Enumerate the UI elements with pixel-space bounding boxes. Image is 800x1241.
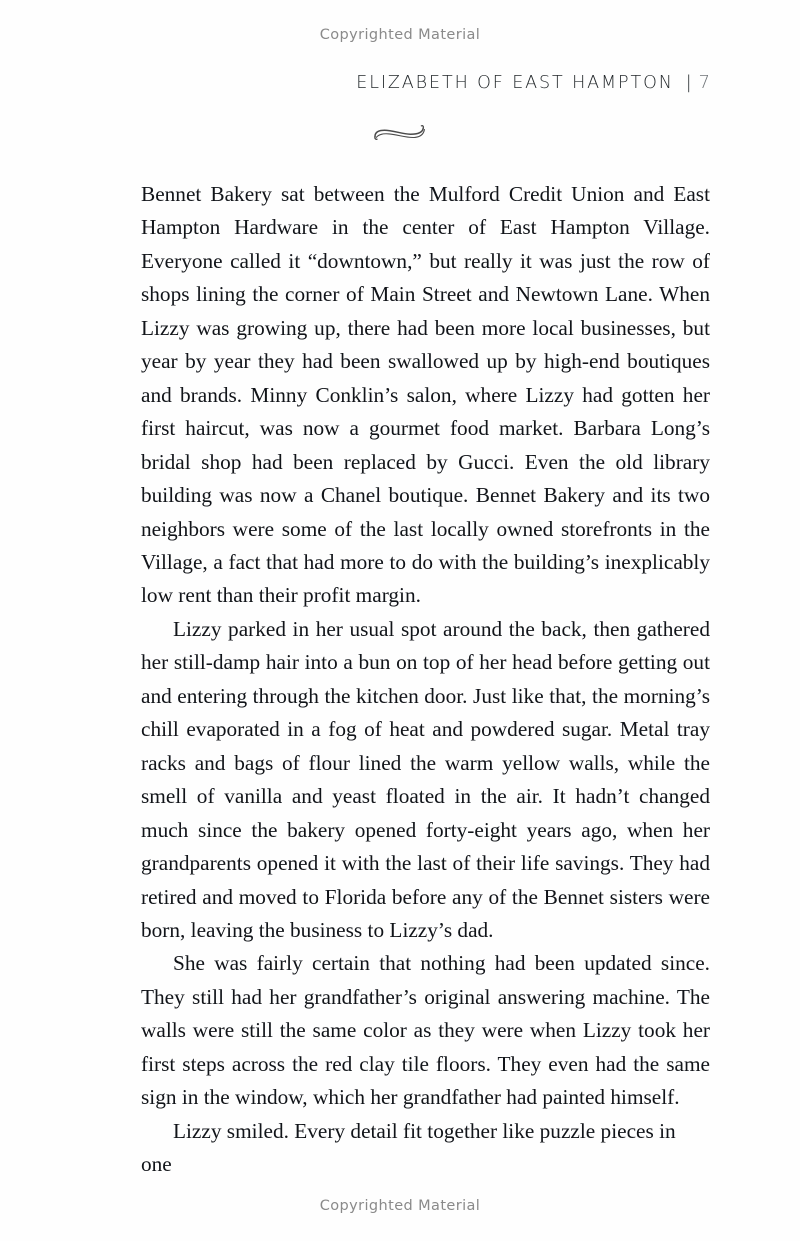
- copyright-watermark-top: Copyrighted Material: [319, 27, 481, 43]
- running-head-title: ELIZABETH OF EAST HAMPTON: [356, 73, 674, 93]
- section-ornament: [0, 118, 800, 144]
- page-number: 7: [698, 72, 710, 93]
- paragraph: Bennet Bakery sat between the Mulford Credit Union and East Hampton Hardware in the center of East Hampton Village. Everyone called it “downtown,” but really it was just the row of shops lining the corner of Main Street and Newtown Lane. When Lizzy was growing up, there had been more local businesses, but year by year they had been swallowed up by high-end boutiques and brands. Minny Conklin’s salon, where Lizzy had gotten her first haircut, was now a gourmet food market. Barbara Long’s bridal shop had been replaced by Gucci. Even the old library building was now a Chanel boutique. Bennet Bakery and its two neighbors were some of the last locally owned storefronts in the Village, a fact that had more to do with the building’s inexplicably low rent than their profit margin.: [141, 182, 710, 608]
- copyright-watermark-bottom: Copyrighted Material: [319, 1198, 481, 1214]
- running-head: [0, 72, 800, 93]
- running-head-separator: |: [685, 73, 694, 93]
- body-text-block: [141, 178, 710, 1182]
- paragraph: Lizzy smiled. Every detail fit together like puzzle pieces in one: [141, 1118, 676, 1177]
- swash-flourish-icon: [371, 118, 429, 144]
- paragraph: Lizzy parked in her usual spot around the back, then gathered her still-damp hair into a bun on top of her head before getting out and entering through the kitchen door. Just like that, the morning’s chill evaporated in a fog of heat and powdered sugar. Metal tray racks and bags of flour lined the warm yellow walls, while the smell of vanilla and yeast floated in the air. It hadn’t changed much since the bakery opened forty-eight years ago, when her grandparents opened it with the last of their life savings. They had retired and moved to Florida before any of the Bennet sisters were born, leaving the business to Lizzy’s dad.: [141, 616, 710, 942]
- paragraph: She was fairly certain that nothing had been updated since. They still had her grandfather’s original answering machine. The walls were still the same color as they were when Lizzy took her first steps across the red clay tile floors. They even had the same sign in the window, which her grandfather had painted himself.: [141, 951, 710, 1110]
